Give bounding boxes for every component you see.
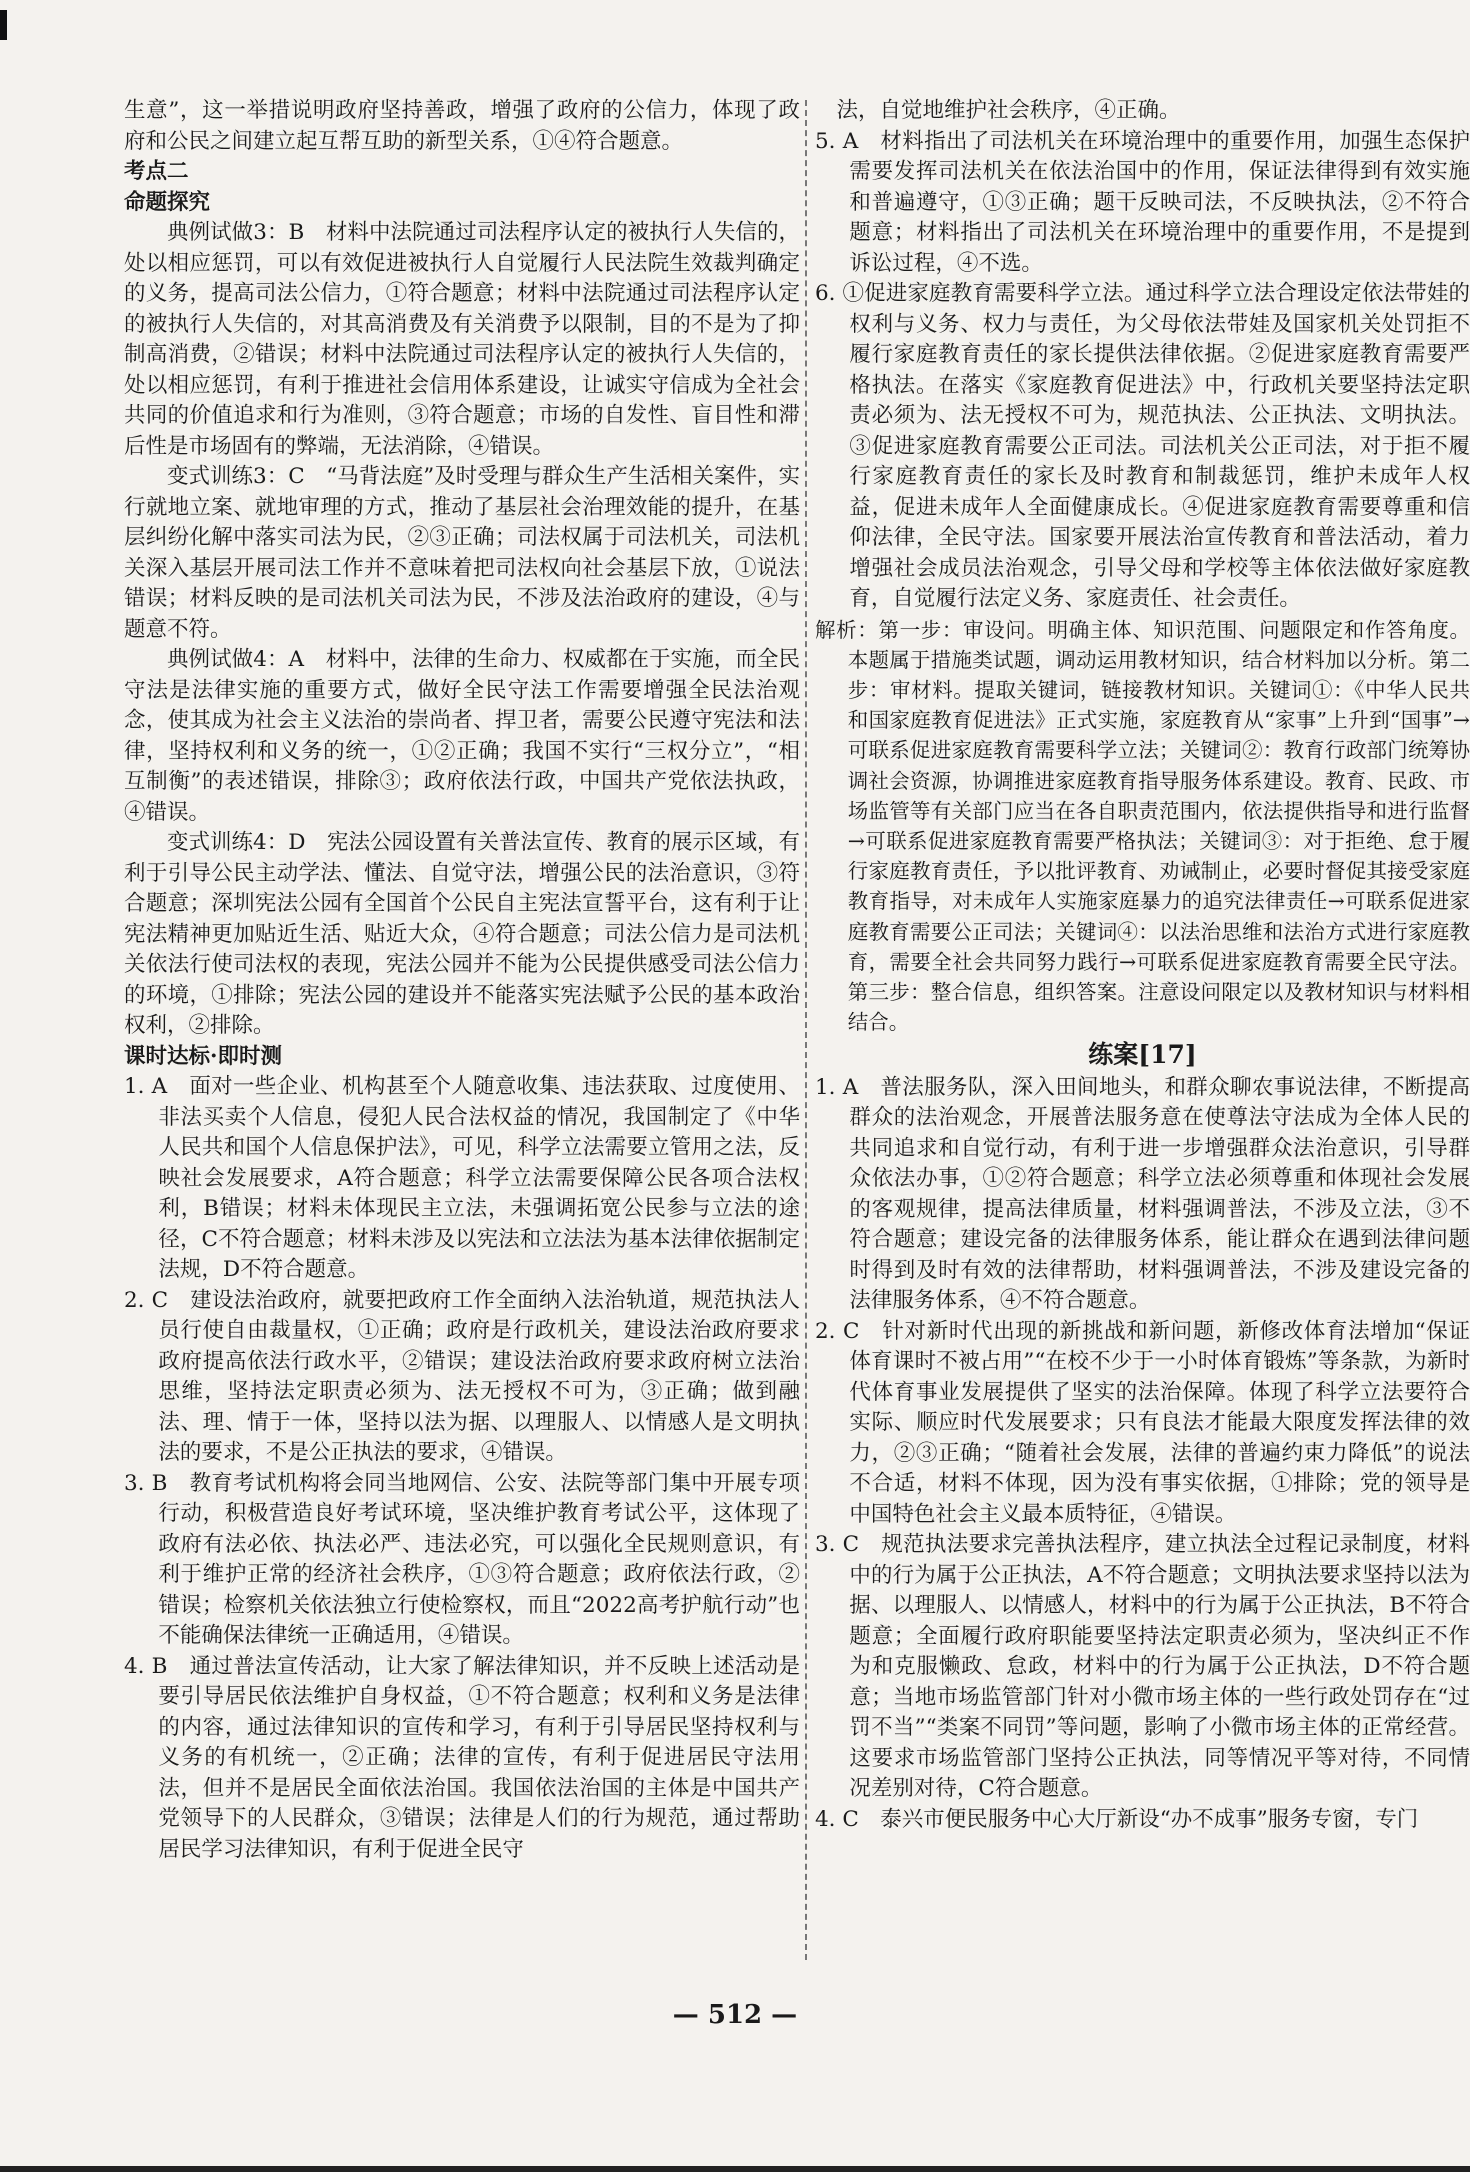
left-paragraph: 变式训练4：D 宪法公园设置有关普法宣传、教育的展示区域，有利于引导公民主动学法、懂法、自觉守法，增强公民的法治意识，③符合题意；深圳宪法公园有全国首个公民自主宪法宣誓平台，这有利于让宪法精神更加贴近生活、贴近大众，④符合题意；司法公信力是司法机关依法行使司法权的表现，宪法公园并不能为公民提供感受司法公信力的环境，①排除；宪法公园的建设并不能落实宪法赋予公民的基本政治权利，②排除。 — [124, 830, 800, 1038]
column-divider — [805, 100, 807, 1960]
left-paragraph: 变式训练3：C “马背法庭”及时受理与群众生产生活相关案件，实行就地立案、就地审理的方式，推动了基层社会治理效能的提升，在基层纠纷化解中落实司法为民，②③正确；司法权属于司法机关，司法机关深入基层开展司法工作并不意味着把司法权向社会基层下放，①说法错误；材料反映的是司法机关司法为民，不涉及法治政府的建设，④与题意不符。 — [124, 464, 800, 642]
page-number: — 512 — — [672, 2000, 798, 2030]
right-paragraph: 5. A 材料指出了司法机关在环境治理中的重要作用，加强生态保护需要发挥司法机关在依法治国中的作用，保证法律得到有效实施和普遍遵守，①③正确；题干反映司法，不反映执法，②不符合题意；材料指出了司法机关在环境治理中的重要作用，不是提到诉讼过程，④不选。 — [815, 128, 1470, 276]
right-paragraph: 6. ①促进家庭教育需要科学立法。通过科学立法合理设定依法带娃的权利与义务、权力与责任，为父母依法带娃及国家机关处罚拒不履行家庭教育责任的家长提供法律依据。②促进家庭教育需要严格执法。在落实《家庭教育促进法》中，行政机关要坚持法定职责必须为、法无授权不可为，规范执法、公正执法、文明执法。③促进家庭教育需要公正司法。司法机关公正司法，对于拒不履行家庭教育责任的家长及时教育和制裁惩罚，维护未成年人权益，促进未成年人全面健康成长。④促进家庭教育需要尊重和信仰法律，全民守法。国家要开展法治宣传教育和普法活动，着力增强社会成员法治观念，引导父母和学校等主体依法做好家庭教育，自觉履行法定义务、家庭责任、社会责任。 — [815, 281, 1470, 611]
left-paragraph: 典例试做3：B 材料中法院通过司法程序认定的被执行人失信的，处以相应惩罚，可以有效促进被执行人自觉履行人民法院生效裁判确定的义务，提高司法公信力，①符合题意；材料中法院通过司法程序认定的被执行人失信的，对其高消费及有关消费予以限制，目的不是为了抑制高消费，②错误；材料中法院通过司法程序认定的被执行人失信的，处以相应惩罚，有利于推进社会信用体系建设，让诚实守信成为全社会共同的价值追求和行为准则，③符合题意；市场的自发性、盲目性和滞后性是市场固有的弊端，无法消除，④错误。 — [124, 220, 800, 459]
left-paragraph: 生意”，这一举措说明政府坚持善政，增强了政府的公信力，体现了政府和公民之间建立起互帮互助的新型关系，①④符合题意。 — [124, 98, 800, 154]
right-paragraph: 1. A 普法服务队，深入田间地头，和群众聊农事说法律，不断提高群众的法治观念，开展普法服务意在使尊法守法成为全体人民的共同追求和自觉行动，有利于进一步增强群众法治意识，引导群众依法办事，①②符合题意；科学立法必须尊重和体现社会发展的客观规律，提高法律质量，材料强调普法，不涉及立法，③不符合题意；建设完备的法律服务体系，能让群众在遇到法律问题时得到及时有效的法律帮助，材料强调普法，不涉及建设完备的法律服务体系，④不符合题意。 — [815, 1074, 1470, 1314]
right-paragraph: 3. C 规范执法要求完善执法程序，建立执法全过程记录制度，材料中的行为属于公正执法，A不符合题意；文明执法要求坚持以法为据、以理服人、以情感人，材料中的行为属于公正执法，B不符合题意；全面履行政府职能要坚持法定职责必须为，坚决纠正不作为和克服懒政、怠政，材料中的行为属于公正执法，D不符合题意；当地市场监管部门针对小微市场主体的一些行政处罚存在“过罚不当”“类案不同罚”等问题，影响了小微市场主体的正常经营。这要求市场监管部门坚持公正执法，同等情况平等对待，不同情况差别对待，C符合题意。 — [815, 1532, 1470, 1802]
right-paragraph: 法，自觉地维护社会秩序，④正确。 — [815, 98, 1181, 123]
right-paragraph: 解析：第一步：审设问。明确主体、知识范围、问题限定和作答角度。本题属于措施类试题，调动运用教材知识，结合材料加以分析。第二步：审材料。提取关键词，链接教材知识。关键词①：《中华人民共和国家庭教育促进法》正式实施，家庭教育从“家事”上升到“国事”→可联系促进家庭教育需要科学立法；关键词②：教育行政部门统筹协调社会资源，协调推进家庭教育指导服务体系建设。教育、民政、市场监管等有关部门应当在各自职责范围内，依法提供指导和进行监督→可联系促进家庭教育需要严格执法；关键词③：对于拒绝、怠于履行家庭教育责任，予以批评教育、劝诫制止，必要时督促其接受家庭教育指导，对未成年人实施家庭暴力的追究法律责任→可联系促进家庭教育需要公正司法；关键词④：以法治思维和法治方式进行家庭教育，需要全社会共同努力践行→可联系促进家庭教育需要全民守法。第三步：整合信息，组织答案。注意设问限定以及教材知识与材料相结合。 — [815, 617, 1470, 1035]
left-paragraph: 3. B 教育考试机构将会同当地网信、公安、法院等部门集中开展专项行动，积极营造良好考试环境，坚决维护教育考试公平，这体现了政府有法必依、执法必严、违法必究，可以强化全民规则意识，有利于维护正常的经济社会秩序，①③符合题意；政府依法行政，②错误；检察机关依法独立行使检察权，而且“2022高考护航行动”也不能确保法律统一正确适用，④错误。 — [124, 1470, 800, 1648]
left-paragraph: 2. C 建设法治政府，就要把政府工作全面纳入法治轨道，规范执法人员行使自由裁量权，①正确；政府是行政机关，建设法治政府要求政府提高依法行政水平，②错误；建设法治政府要求政府树立法治思维，坚持法定职责必须为、法无授权不可为，③正确；做到融法、理、情于一体，坚持以法为据、以理服人、以情感人是文明执法的要求，不是公正执法的要求，④错误。 — [124, 1287, 800, 1465]
right-paragraph: 练案[17] — [1088, 1040, 1197, 1070]
left-paragraph: 课时达标·即时测 — [124, 1043, 282, 1069]
left-column — [124, 96, 800, 1865]
right-paragraph: 2. C 针对新时代出现的新挑战和新问题，新修改体育法增加“保证体育课时不被占用”“在校不少于一小时体育锻炼”等条款，为新时代体育事业发展提供了坚实的法治保障。体现了科学立法要符合实际、顺应时代发展要求；只有良法才能最大限度发挥法律的效力，②③正确；“随着社会发展，法律的普遍约束力降低”的说法不合适，材料不体现，因为没有事实依据，①排除；党的领导是中国特色社会主义最本质特征，④错误。 — [815, 1318, 1470, 1527]
right-paragraph: 4. C 泰兴市便民服务中心大厅新设“办不成事”服务专窗，专门 — [815, 1806, 1419, 1832]
left-paragraph: 典例试做4：A 材料中，法律的生命力、权威都在于实施，而全民守法是法律实施的重要方式，做好全民守法工作需要增强全民法治观念，使其成为社会主义法治的崇尚者、捍卫者，需要公民遵守宪法和法律，坚持权利和义务的统一，①②正确；我国不实行“三权分立”，“相互制衡”的表述错误，排除③；政府依法行政，中国共产党依法执政，④错误。 — [124, 647, 800, 825]
bottom-rule — [0, 2166, 1470, 2172]
left-paragraph: 命题探究 — [124, 189, 211, 215]
left-paragraph: 考点二 — [124, 159, 189, 184]
left-paragraph: 1. A 面对一些企业、机构甚至个人随意收集、违法获取、过度使用、非法买卖个人信息，侵犯人民合法权益的情况，我国制定了《中华人民共和国个人信息保护法》，可见，科学立法需要立管用之法，反映社会发展要求，A符合题意；科学立法需要保障公民各项合法权利，B错误；材料未体现民主立法，未强调拓宽公民参与立法的途径，C不符合题意；材料未涉及以宪法和立法法为基本法律依据制定法规，D不符合题意。 — [124, 1074, 800, 1282]
left-paragraph: 4. B 通过普法宣传活动，让大家了解法律知识，并不反映上述活动是要引导居民依法维护自身权益，①不符合题意；权利和义务是法律的内容，通过法律知识的宣传和学习，有利于引导居民坚持权利与义务的有机统一，②正确；法律的宣传，有利于促进居民守法用法，但并不是居民全面依法治国。我国依法治国的主体是中国共产党领导下的人民群众，③错误；法律是人们的行为规范，通过帮助居民学习法律知识，有利于促进全民守 — [124, 1653, 800, 1862]
corner-mark — [0, 10, 7, 40]
right-column — [815, 96, 1470, 1835]
